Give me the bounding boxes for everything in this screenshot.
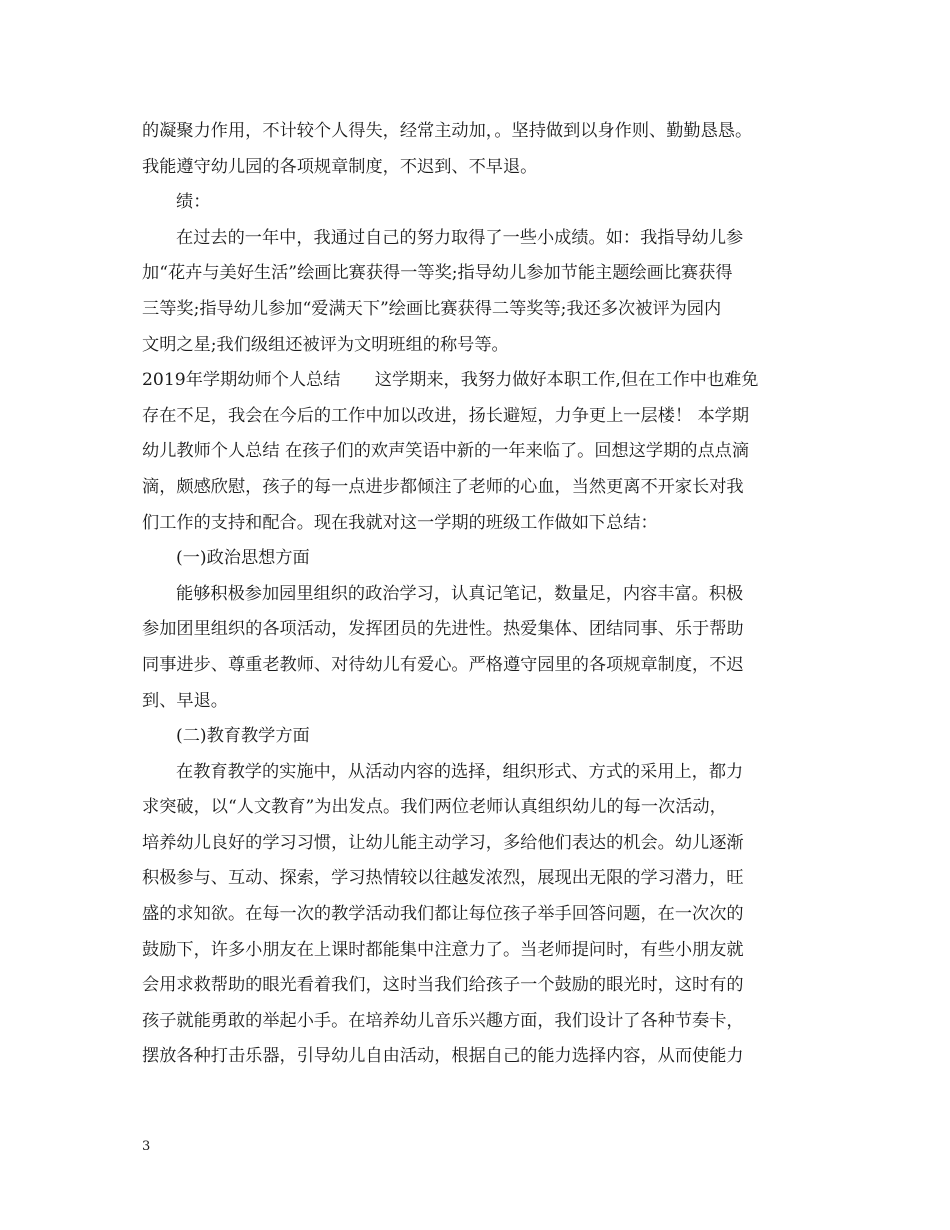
text-line: 文明之星;我们级组还被评为文明班组的称号等。 (142, 334, 509, 355)
text-line: 积极参与、互动、探索，学习热情较以往越发浓烈，展现出无限的学习潜力，旺 (142, 868, 744, 889)
text-line: 会用求救帮助的眼光看着我们，这时当我们给孩子一个鼓励的眼光时，这时有的 (142, 975, 744, 996)
text-line: 参加团里组织的各项活动，发挥团员的先进性。热爱集体、团结同事、乐于帮助 (142, 619, 744, 640)
text-line: 在教育教学的实施中，从活动内容的选择，组织形式、方式的采用上，都力 (176, 761, 744, 782)
text-line: 能够积极参加园里组织的政治学习，认真记笔记，数量足，内容丰富。积极 (176, 583, 744, 604)
body-text (142, 114, 812, 1075)
text-line: 滴，颇感欣慰，孩子的每一点进步都倾注了老师的心血，当然更离不开家长对我 (142, 476, 744, 497)
text-line: 培养幼儿良好的学习习惯，让幼儿能主动学习，多给他们表达的机会。幼儿逐渐 (142, 832, 744, 853)
text-line: 鼓励下，许多小朋友在上课时都能集中注意力了。当老师提问时，有些小朋友就 (142, 939, 744, 960)
text-line: 绩： (176, 192, 211, 213)
text-line: 求突破，以“人文教育”为出发点。我们两位老师认真组织幼儿的每一次活动， (142, 797, 727, 818)
text-line: 存在不足，我会在今后的工作中加以改进，扬长避短，力争更上一层楼！ 本学期 (142, 405, 750, 426)
text-line: 孩子就能勇敢的举起小手。在培养幼儿音乐兴趣方面，我们设计了各种节奏卡， (142, 1010, 744, 1031)
text-line: 幼儿教师个人总结 在孩子们的欢声笑语中新的一年来临了。回想这学期的点点滴 (142, 441, 750, 462)
text-line: 我能遵守幼儿园的各项规章制度，不迟到、不早退。 (142, 156, 538, 177)
text-line: 2019年学期幼师个人总结 这学期来，我努力做好本职工作,但在工作中也难免 (142, 370, 759, 391)
text-line: 们工作的支持和配合。现在我就对这一学期的班级工作做如下总结： (142, 512, 658, 533)
text-line: 到、早退。 (142, 690, 228, 711)
text-line: 加“花卉与美好生活”绘画比赛获得一等奖;指导幼儿参加节能主题绘画比赛获得 (142, 263, 733, 284)
text-line: 摆放各种打击乐器，引导幼儿自由活动，根据自己的能力选择内容，从而使能力 (142, 1046, 744, 1067)
text-line: (二)教育教学方面 (176, 726, 310, 747)
text-line: 盛的求知欲。在每一次的教学活动我们都让每位孩子举手回答问题，在一次次的 (142, 904, 744, 925)
text-line: 在过去的一年中，我通过自己的努力取得了一些小成绩。如：我指导幼儿参 (176, 227, 744, 248)
text-line: 同事进步、尊重老教师、对待幼儿有爱心。严格遵守园里的各项规章制度，不迟 (142, 654, 744, 675)
page-number: 3 (142, 1139, 151, 1154)
text-line: 三等奖;指导幼儿参加“爱满天下”绘画比赛获得二等奖等;我还多次被评为园内 (142, 298, 722, 319)
text-line: 的凝聚力作用，不计较个人得失，经常主动加，。坚持做到以身作则、勤勤恳恳。 (142, 121, 753, 141)
text-line: (一)政治思想方面 (176, 548, 310, 569)
